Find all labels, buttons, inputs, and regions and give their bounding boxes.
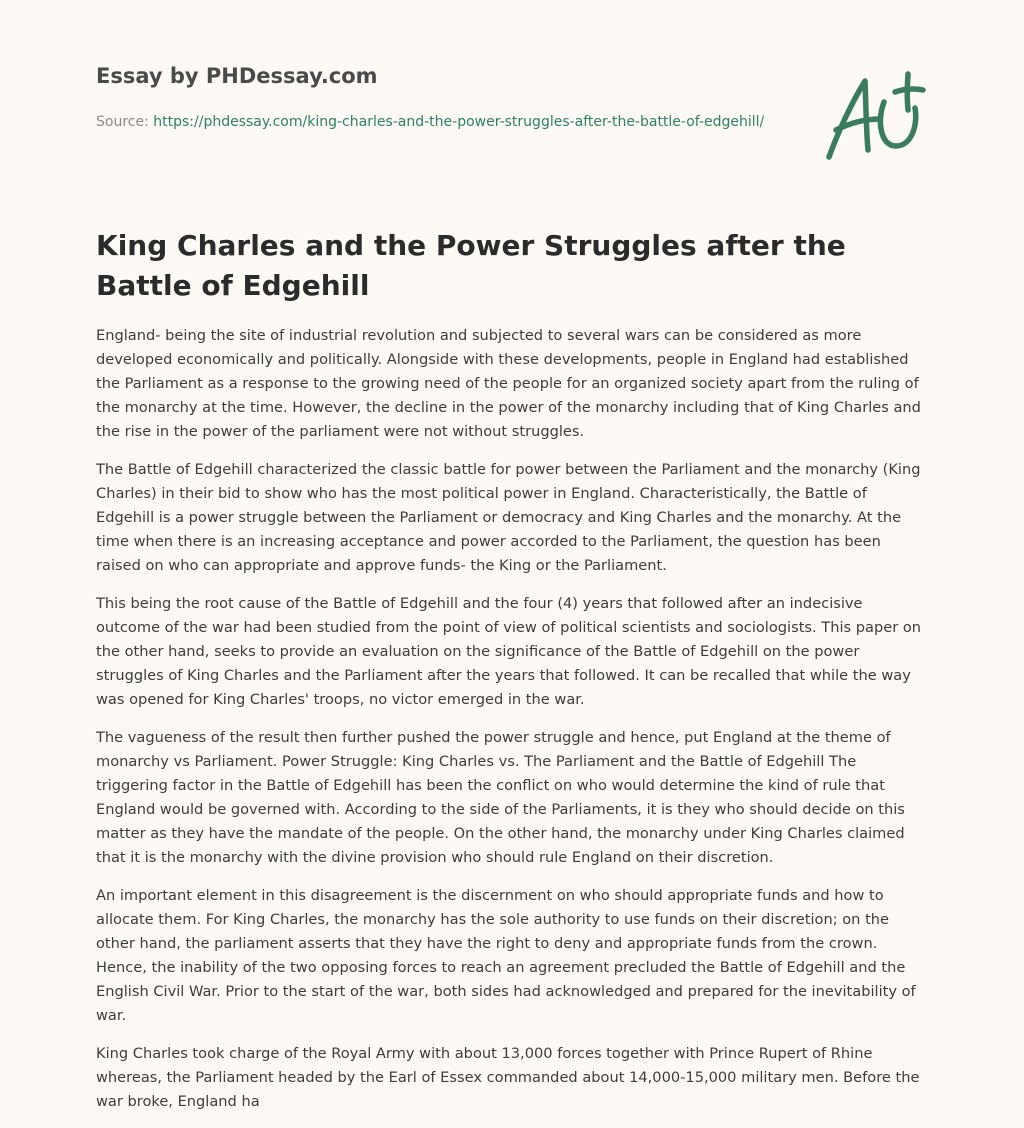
- source-link[interactable]: https://phdessay.com/king-charles-and-the-power-struggles-after-the-battle-of-edgehill/: [153, 114, 765, 130]
- a-plus-logo-icon: [820, 66, 930, 166]
- essay-paragraph: England- being the site of industrial revolution and subjected to several wars can be considered as more developed economically and politically. Alongside with these developments, people in England had established the Parliament as a response to the growing need of the people for an organized society apart from the ruling of the monarchy at the time. However, the decline in the power of the monarchy including that of King Charles and the rise in the power of the parliament were not without struggles.: [96, 327, 921, 440]
- essay-paragraph: King Charles took charge of the Royal Army with about 13,000 forces together with Prince Rupert of Rhine whereas, the Parliament headed by the Earl of Essex commanded about 14,000-15,000 military men. Before the war broke, England ha: [96, 1045, 920, 1110]
- source-label: Source:: [96, 114, 149, 130]
- essay-paragraph: An important element in this disagreement is the discernment on who should appropriate funds and how to allocate them. For King Charles, the monarchy has the sole authority to use funds on their discretion; on the other hand, the parliament asserts that they have the right to deny and appropriate funds from the crown. Hence, the inability of the two opposing forces to reach an agreement precluded the Battle of Edgehill and the English Civil War. Prior to the start of the war, both sides had acknowledged and prepared for the inevitability of war.: [96, 887, 916, 1024]
- essay-body: [96, 324, 928, 1128]
- site-title: Essay by PHDessay.com: [96, 64, 378, 88]
- essay-paragraph: The Battle of Edgehill characterized the classic battle for power between the Parliament and the monarchy (King Charles) in their bid to show who has the most political power in England. Characteristically, the Battle of Edgehill is a power struggle between the Parliament or democracy and King Charles and the monarchy. At the time when there is an increasing acceptance and power accorded to the Parliament, the question has been raised on who can appropriate and approve funds- the King or the Parliament.: [96, 461, 921, 574]
- essay-paragraph: This being the root cause of the Battle of Edgehill and the four (4) years that followed after an indecisive outcome of the war had been studied from the point of view of political scientists and sociologists. This paper on the other hand, seeks to provide an evaluation on the significance of the Battle of Edgehill on the power struggles of King Charles and the Parliament after the years that followed. It can be recalled that while the way was opened for King Charles' troops, no victor emerged in the war.: [96, 595, 922, 708]
- source-line: [96, 111, 786, 134]
- essay-paragraph: The vagueness of the result then further pushed the power struggle and hence, put England at the theme of monarchy vs Parliament. Power Struggle: King Charles vs. The Parliament and the Battle of Edgehill The triggering factor in the Battle of Edgehill has been the conflict on who would determine the kind of rule that England would be governed with. According to the side of the Parliaments, it is they who should decide on this matter as they have the mandate of the people. On the other hand, the monarchy under King Charles claimed that it is the monarchy with the divine provision who should rule England on their discretion.: [96, 729, 905, 866]
- essay-title: King Charles and the Power Struggles after the Battle of Edgehill: [96, 229, 846, 302]
